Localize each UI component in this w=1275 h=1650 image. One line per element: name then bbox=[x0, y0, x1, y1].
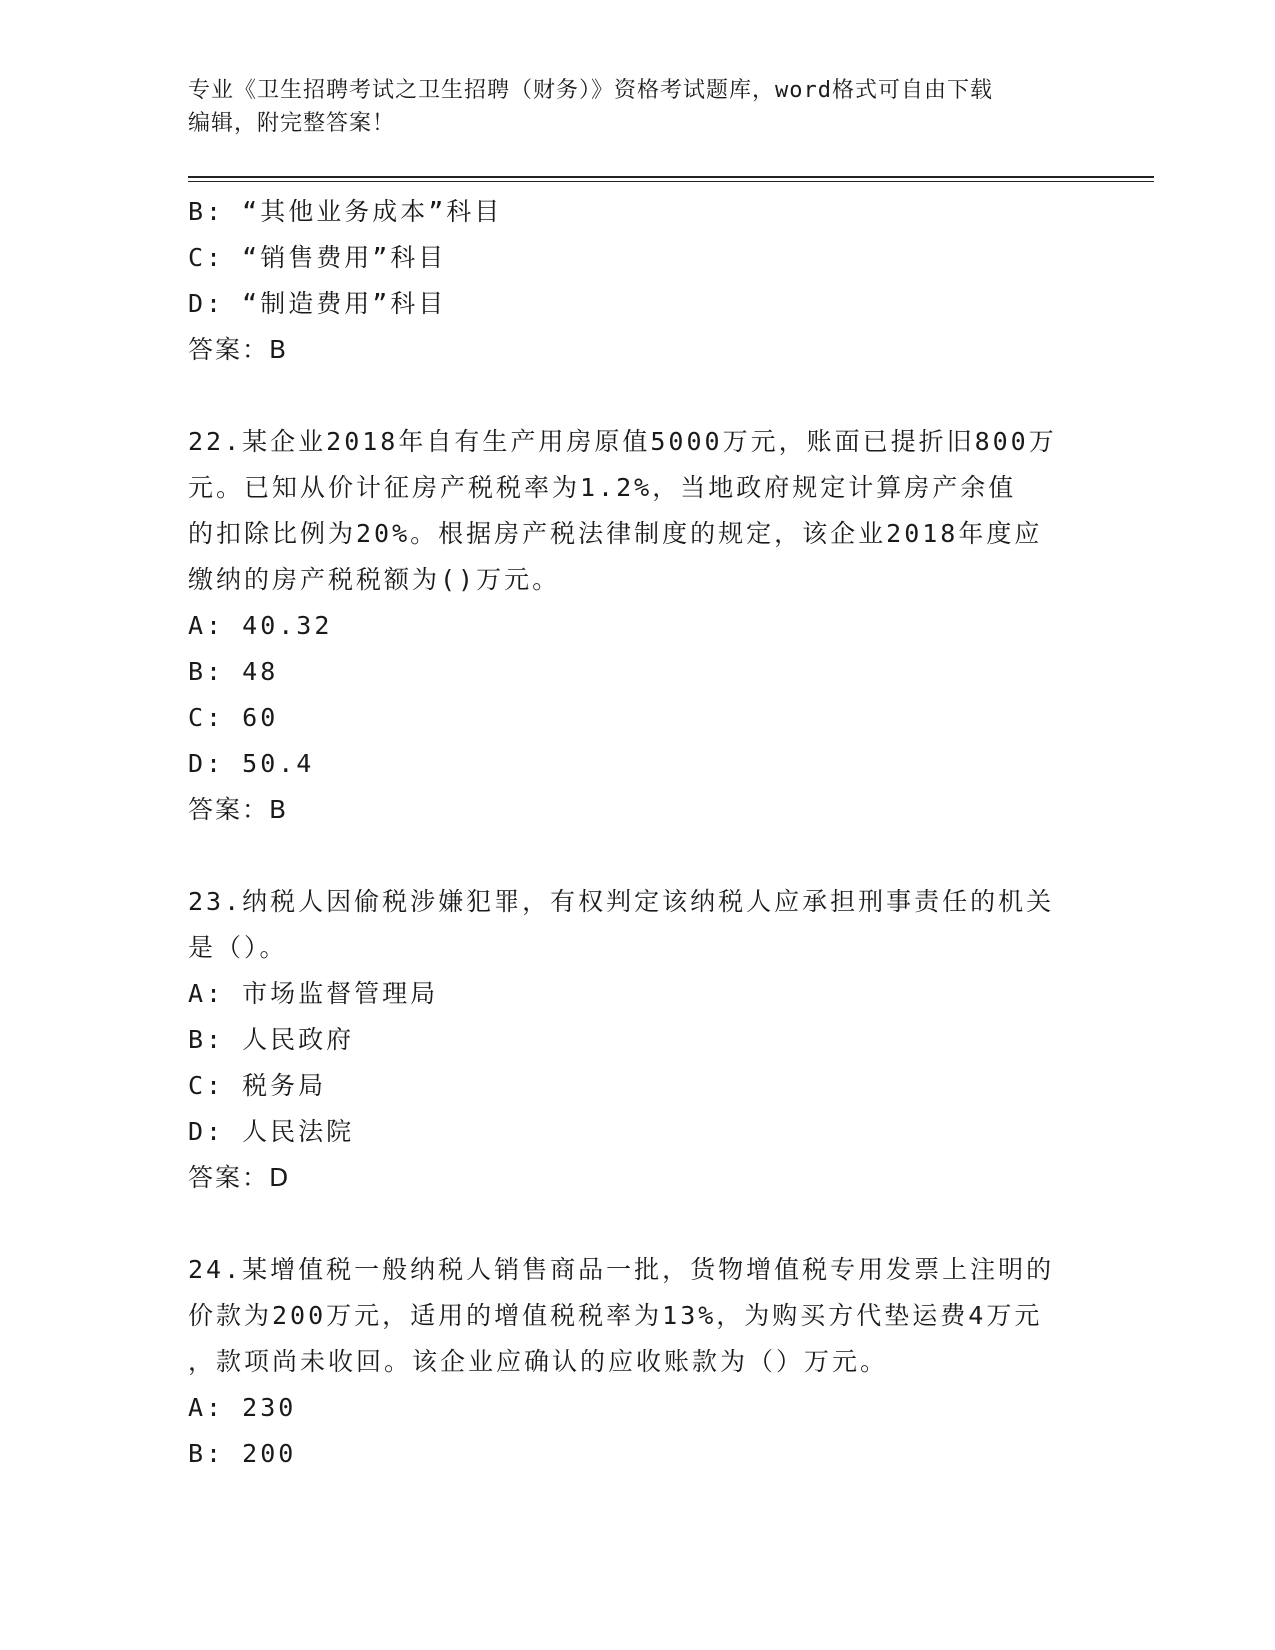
question-23 bbox=[188, 879, 1088, 1201]
question-text-line: 23.纳税人因偷税涉嫌犯罪，有权判定该纳税人应承担刑事责任的机关 bbox=[188, 887, 1055, 916]
option-a: A: 40.32 bbox=[188, 611, 333, 640]
question-text-line: 价款为200万元，适用的增值税税率为13%，为购买方代垫运费4万元 bbox=[188, 1301, 1043, 1330]
option-d: D: 人民法院 bbox=[188, 1117, 355, 1146]
question-24 bbox=[188, 1247, 1088, 1477]
question-text-line: 的扣除比例为20%。根据房产税法律制度的规定，该企业2018年度应 bbox=[188, 519, 1043, 548]
answer-label: 答案：D bbox=[188, 1163, 291, 1192]
option-b: B: “其他业务成本”科目 bbox=[188, 197, 503, 226]
option-d: D: “制造费用”科目 bbox=[188, 289, 447, 318]
header-divider-thick bbox=[188, 176, 1154, 178]
question-text-line: 是（）。 bbox=[188, 933, 288, 962]
document-header bbox=[188, 74, 1068, 140]
option-b: B: 人民政府 bbox=[188, 1025, 355, 1054]
option-b: B: 200 bbox=[188, 1439, 297, 1468]
option-b: B: 48 bbox=[188, 657, 279, 686]
answer-label: 答案：B bbox=[188, 795, 289, 824]
option-c: C: “销售费用”科目 bbox=[188, 243, 447, 272]
question-text-line: 缴纳的房产税税额为()万元。 bbox=[188, 565, 561, 594]
spacer bbox=[188, 373, 1088, 419]
spacer bbox=[188, 833, 1088, 879]
question-text-line: 24.某增值税一般纳税人销售商品一批，货物增值税专用发票上注明的 bbox=[188, 1255, 1055, 1284]
question-list bbox=[188, 189, 1088, 1477]
option-c: C: 税务局 bbox=[188, 1071, 327, 1100]
question-22 bbox=[188, 419, 1088, 833]
question-text-line: ，款项尚未收回。该企业应确认的应收账款为（）万元。 bbox=[188, 1347, 889, 1376]
header-line-2: 编辑，附完整答案！ bbox=[188, 111, 396, 136]
header-line-1: 专业《卫生招聘考试之卫生招聘（财务）》资格考试题库，word格式可自由下载 bbox=[188, 78, 993, 103]
option-d: D: 50.4 bbox=[188, 749, 315, 778]
option-a: A: 230 bbox=[188, 1393, 297, 1422]
header-divider-thin bbox=[188, 181, 1154, 182]
spacer bbox=[188, 1201, 1088, 1247]
question-text-line: 元。已知从价计征房产税税率为1.2%，当地政府规定计算房产余值 bbox=[188, 473, 1017, 502]
answer-label: 答案：B bbox=[188, 335, 289, 364]
option-c: C: 60 bbox=[188, 703, 279, 732]
question-text-line: 22.某企业2018年自有生产用房原值5000万元，账面已提折旧800万 bbox=[188, 427, 1057, 456]
option-a: A: 市场监督管理局 bbox=[188, 979, 439, 1008]
question-21 bbox=[188, 189, 1088, 373]
